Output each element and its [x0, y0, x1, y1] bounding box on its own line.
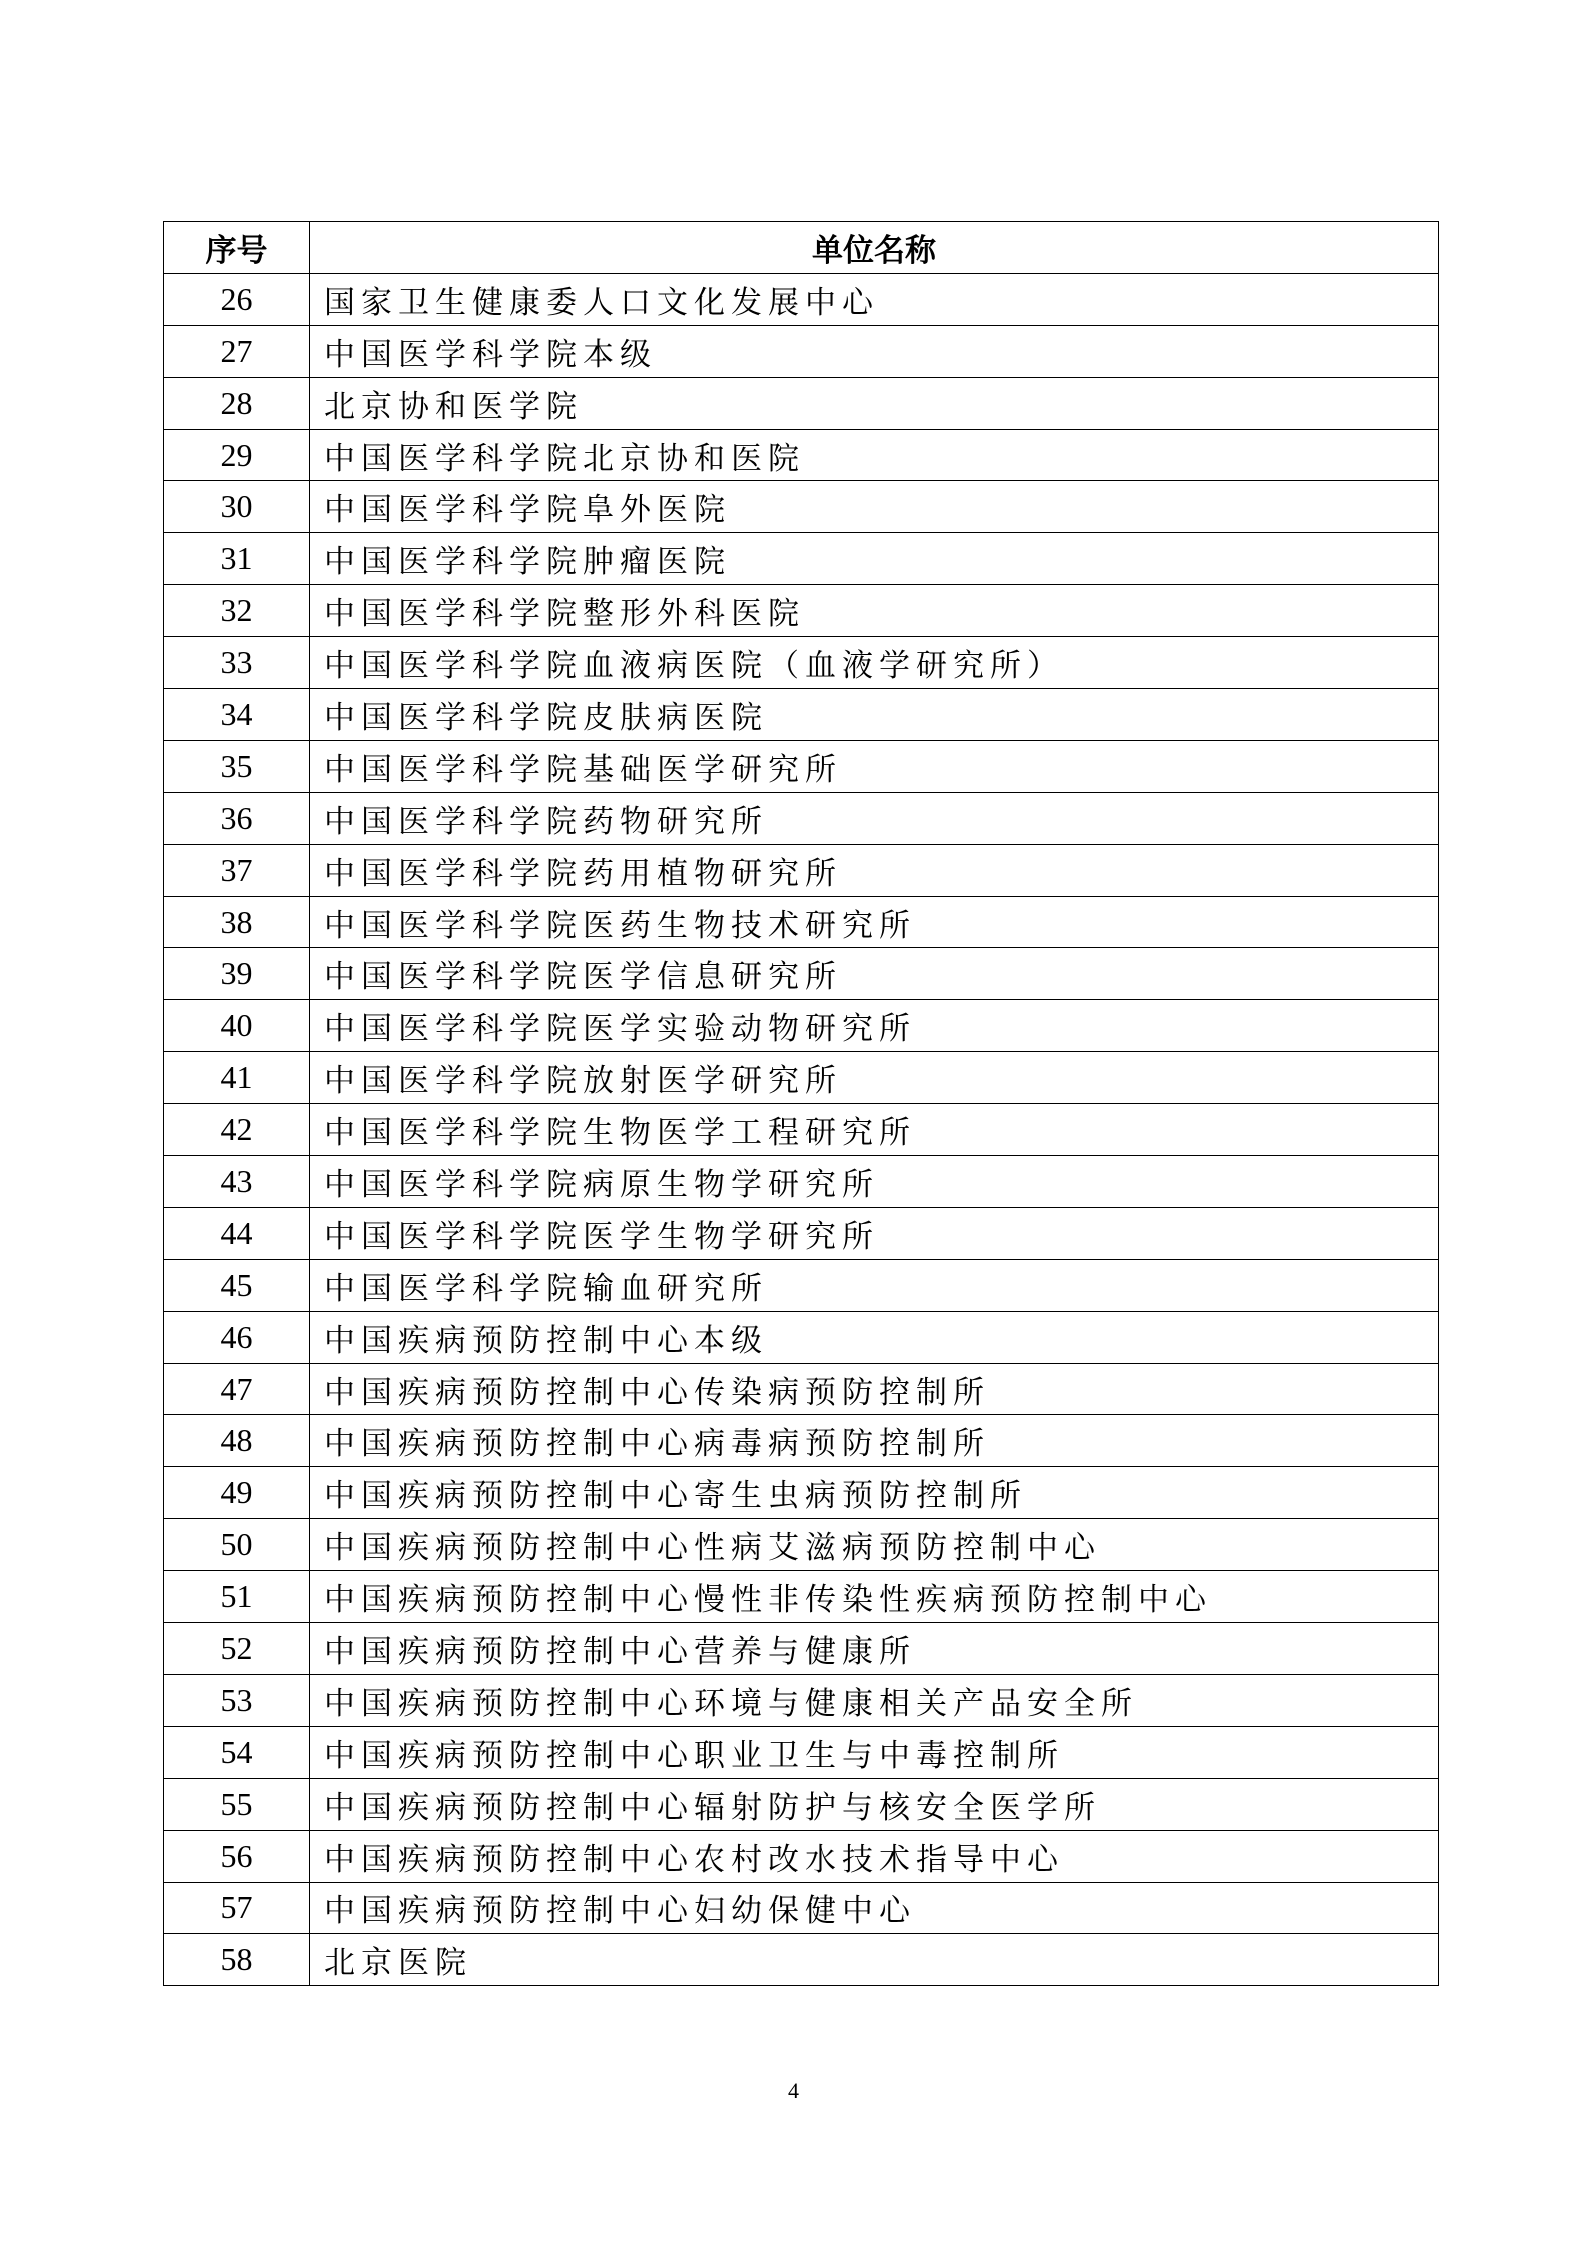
row-serial-number: 49 — [164, 1467, 310, 1519]
table-body — [164, 273, 1439, 1985]
row-unit-name: 中国医学科学院放射医学研究所 — [310, 1052, 1439, 1104]
row-unit-name: 中国疾病预防控制中心环境与健康相关产品安全所 — [310, 1674, 1439, 1726]
table-row — [164, 1519, 1439, 1571]
row-unit-name: 中国医学科学院医药生物技术研究所 — [310, 896, 1439, 948]
table-row — [164, 740, 1439, 792]
table-row — [164, 1207, 1439, 1259]
table-row — [164, 1052, 1439, 1104]
row-serial-number: 27 — [164, 325, 310, 377]
row-serial-number: 39 — [164, 948, 310, 1000]
page-number: 4 — [788, 2078, 799, 2103]
row-serial-number: 28 — [164, 377, 310, 429]
row-serial-number: 32 — [164, 585, 310, 637]
row-serial-number: 33 — [164, 637, 310, 689]
table-row — [164, 1000, 1439, 1052]
row-unit-name: 北京协和医学院 — [310, 377, 1439, 429]
row-unit-name: 中国疾病预防控制中心本级 — [310, 1311, 1439, 1363]
table-row — [164, 844, 1439, 896]
row-unit-name: 中国疾病预防控制中心寄生虫病预防控制所 — [310, 1467, 1439, 1519]
table-row — [164, 533, 1439, 585]
table-row — [164, 1778, 1439, 1830]
table-row — [164, 948, 1439, 1000]
header-unit-name: 单位名称 — [310, 222, 1439, 274]
row-unit-name: 中国医学科学院药物研究所 — [310, 792, 1439, 844]
table-row — [164, 689, 1439, 741]
table-row — [164, 273, 1439, 325]
table-row — [164, 1311, 1439, 1363]
row-unit-name: 中国医学科学院医学实验动物研究所 — [310, 1000, 1439, 1052]
row-unit-name: 中国疾病预防控制中心慢性非传染性疾病预防控制中心 — [310, 1571, 1439, 1623]
table-row — [164, 481, 1439, 533]
row-serial-number: 26 — [164, 273, 310, 325]
table-row — [164, 1571, 1439, 1623]
row-unit-name: 中国疾病预防控制中心性病艾滋病预防控制中心 — [310, 1519, 1439, 1571]
table-row — [164, 1415, 1439, 1467]
table-row — [164, 325, 1439, 377]
row-unit-name: 中国医学科学院北京协和医院 — [310, 429, 1439, 481]
row-unit-name: 中国疾病预防控制中心职业卫生与中毒控制所 — [310, 1726, 1439, 1778]
row-serial-number: 35 — [164, 740, 310, 792]
row-serial-number: 31 — [164, 533, 310, 585]
row-serial-number: 41 — [164, 1052, 310, 1104]
table-row — [164, 1259, 1439, 1311]
row-serial-number: 51 — [164, 1571, 310, 1623]
row-serial-number: 53 — [164, 1674, 310, 1726]
row-unit-name: 国家卫生健康委人口文化发展中心 — [310, 273, 1439, 325]
units-table — [163, 221, 1439, 1986]
table-row — [164, 1934, 1439, 1986]
row-unit-name: 中国医学科学院皮肤病医院 — [310, 689, 1439, 741]
row-serial-number: 37 — [164, 844, 310, 896]
row-unit-name: 中国医学科学院血液病医院（血液学研究所） — [310, 637, 1439, 689]
row-unit-name: 中国疾病预防控制中心传染病预防控制所 — [310, 1363, 1439, 1415]
row-serial-number: 52 — [164, 1623, 310, 1675]
table-row — [164, 1882, 1439, 1934]
row-unit-name: 中国医学科学院病原生物学研究所 — [310, 1156, 1439, 1208]
table-header-row — [164, 222, 1439, 274]
row-serial-number: 29 — [164, 429, 310, 481]
table-row — [164, 792, 1439, 844]
row-serial-number: 43 — [164, 1156, 310, 1208]
table-row — [164, 1104, 1439, 1156]
table-row — [164, 1830, 1439, 1882]
row-serial-number: 38 — [164, 896, 310, 948]
row-serial-number: 46 — [164, 1311, 310, 1363]
row-unit-name: 中国疾病预防控制中心营养与健康所 — [310, 1623, 1439, 1675]
row-unit-name: 中国医学科学院本级 — [310, 325, 1439, 377]
row-unit-name: 中国医学科学院医学生物学研究所 — [310, 1207, 1439, 1259]
row-unit-name: 中国医学科学院输血研究所 — [310, 1259, 1439, 1311]
table-row — [164, 1726, 1439, 1778]
row-unit-name: 中国医学科学院医学信息研究所 — [310, 948, 1439, 1000]
table-row — [164, 585, 1439, 637]
row-serial-number: 34 — [164, 689, 310, 741]
row-unit-name: 中国医学科学院肿瘤医院 — [310, 533, 1439, 585]
row-unit-name: 中国医学科学院药用植物研究所 — [310, 844, 1439, 896]
row-serial-number: 56 — [164, 1830, 310, 1882]
table-row — [164, 1467, 1439, 1519]
row-serial-number: 55 — [164, 1778, 310, 1830]
row-serial-number: 47 — [164, 1363, 310, 1415]
table-row — [164, 1156, 1439, 1208]
row-serial-number: 50 — [164, 1519, 310, 1571]
row-serial-number: 42 — [164, 1104, 310, 1156]
header-serial-number: 序号 — [164, 222, 310, 274]
table-row — [164, 377, 1439, 429]
row-unit-name: 中国医学科学院阜外医院 — [310, 481, 1439, 533]
row-serial-number: 30 — [164, 481, 310, 533]
row-serial-number: 40 — [164, 1000, 310, 1052]
row-unit-name: 中国医学科学院基础医学研究所 — [310, 740, 1439, 792]
table-row — [164, 429, 1439, 481]
row-unit-name: 中国医学科学院生物医学工程研究所 — [310, 1104, 1439, 1156]
table-row — [164, 1674, 1439, 1726]
row-unit-name: 中国医学科学院整形外科医院 — [310, 585, 1439, 637]
table-row — [164, 637, 1439, 689]
table-row — [164, 1623, 1439, 1675]
row-serial-number: 36 — [164, 792, 310, 844]
row-unit-name: 中国疾病预防控制中心辐射防护与核安全医学所 — [310, 1778, 1439, 1830]
row-serial-number: 54 — [164, 1726, 310, 1778]
row-unit-name: 中国疾病预防控制中心妇幼保健中心 — [310, 1882, 1439, 1934]
table-row — [164, 896, 1439, 948]
row-unit-name: 中国疾病预防控制中心病毒病预防控制所 — [310, 1415, 1439, 1467]
row-serial-number: 58 — [164, 1934, 310, 1986]
table-row — [164, 1363, 1439, 1415]
row-serial-number: 44 — [164, 1207, 310, 1259]
row-serial-number: 45 — [164, 1259, 310, 1311]
row-unit-name: 北京医院 — [310, 1934, 1439, 1986]
row-serial-number: 48 — [164, 1415, 310, 1467]
row-serial-number: 57 — [164, 1882, 310, 1934]
row-unit-name: 中国疾病预防控制中心农村改水技术指导中心 — [310, 1830, 1439, 1882]
